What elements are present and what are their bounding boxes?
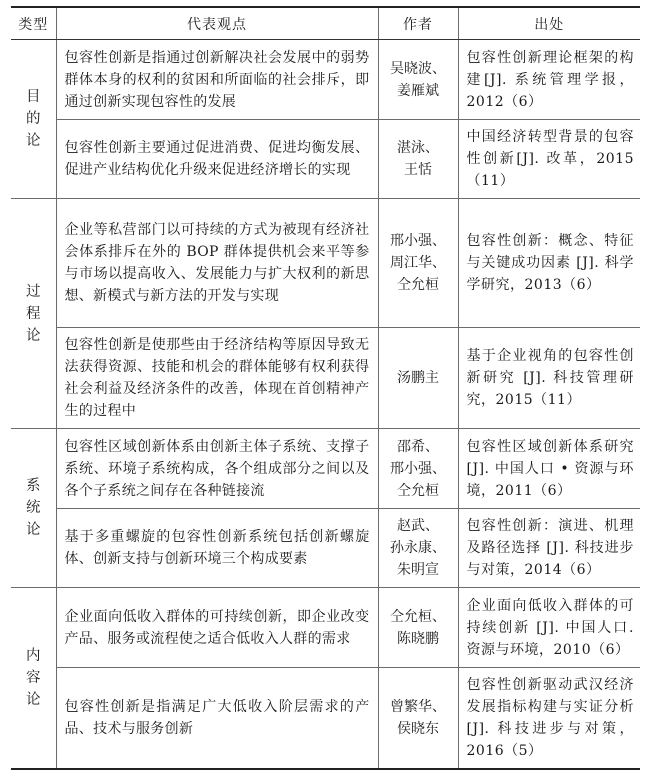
view-cell: 包容性创新是使那些由于经济结构等原因导致无法获得资源、技能和机会的群体能够有权利获得社会利益及经济条件的改善，体现在首创精神产生的过程中 bbox=[56, 328, 378, 429]
type-char: 程 bbox=[26, 305, 41, 322]
type-char: 统 bbox=[26, 500, 41, 516]
table-row bbox=[11, 668, 640, 770]
author-name: 仝允桓 bbox=[397, 277, 439, 293]
author-cell bbox=[378, 429, 458, 509]
type-cell-system bbox=[11, 429, 56, 588]
source-cell: 企业面向低收入群体的可持续创新 [J]. 中国人口. 资源与环境，2010（6） bbox=[458, 588, 640, 668]
author-cell bbox=[378, 40, 458, 120]
innovation-views-table bbox=[11, 6, 640, 770]
author-name: 赵武、 bbox=[397, 518, 439, 534]
type-char: 论 bbox=[26, 522, 41, 538]
header-source: 出处 bbox=[458, 7, 640, 40]
header-view: 代表观点 bbox=[56, 7, 378, 40]
source-cell: 包容性创新：演进、机理及路径选择 [J]. 科技进步与对策，2014（6） bbox=[458, 509, 640, 588]
author-name: 曾繁华、 bbox=[390, 699, 446, 715]
author-name: 吴晓波、 bbox=[390, 60, 446, 77]
source-cell: 中国经济转型背景的包容性创新[J]. 改革，2015（11） bbox=[458, 120, 640, 199]
header-author: 作者 bbox=[378, 7, 458, 40]
author-cell bbox=[378, 668, 458, 770]
type-char: 容 bbox=[26, 670, 41, 686]
author-name: 湛泳、 bbox=[397, 140, 439, 156]
type-char: 的 bbox=[26, 111, 41, 127]
type-char: 论 bbox=[26, 327, 41, 344]
author-name: 邵希、 bbox=[397, 438, 439, 455]
author-name: 姜雁斌 bbox=[397, 82, 439, 99]
header-type: 类型 bbox=[11, 7, 56, 40]
type-cell-process bbox=[11, 199, 56, 429]
type-char: 目 bbox=[26, 89, 41, 105]
author-name: 邢小强、 bbox=[390, 233, 446, 249]
author-name: 周江华、 bbox=[390, 255, 446, 271]
author-name: 邢小强、 bbox=[390, 460, 446, 477]
author-name: 朱明宣 bbox=[397, 562, 439, 578]
table-row bbox=[11, 429, 640, 509]
author-name: 陈晓鹏 bbox=[397, 630, 439, 647]
view-cell: 包容性创新是指满足广大低收入阶层需求的产品、技术与服务创新 bbox=[56, 668, 378, 770]
source-cell: 包容性创新：概念、特征与关键成功因素 [J]. 科学学研究，2013（6） bbox=[458, 199, 640, 328]
type-cell-purpose bbox=[11, 40, 56, 199]
author-name: 侯晓东 bbox=[397, 721, 439, 737]
table-row bbox=[11, 509, 640, 588]
author-name: 王恬 bbox=[404, 162, 432, 178]
author-cell bbox=[378, 120, 458, 199]
author-cell bbox=[378, 588, 458, 668]
author-cell bbox=[378, 509, 458, 588]
author-name: 汤鹏主 bbox=[397, 370, 439, 386]
table-row bbox=[11, 588, 640, 668]
type-cell-content bbox=[11, 588, 56, 770]
type-char: 论 bbox=[26, 133, 41, 149]
view-cell: 包容性创新主要通过促进消费、促进均衡发展、促进产业结构优化升级来促进经济增长的实现 bbox=[56, 120, 378, 199]
source-cell: 基于企业视角的包容性创新研究 [J]. 科技管理研究，2015（11） bbox=[458, 328, 640, 429]
author-name: 仝允桓、 bbox=[390, 608, 446, 625]
type-char: 内 bbox=[26, 648, 41, 664]
source-cell: 包容性创新理论框架的构建[J]. 系统管理学报，2012（6） bbox=[458, 40, 640, 120]
author-cell bbox=[378, 328, 458, 429]
source-cell: 包容性创新驱动武汉经济发展指标构建与实证分析 [J]. 科技进步与对策，2016（5） bbox=[458, 668, 640, 770]
type-char: 论 bbox=[26, 692, 41, 708]
type-char: 系 bbox=[26, 478, 41, 494]
view-cell: 企业等私营部门以可持续的方式为被现有经济社会体系排斥在外的 BOP 群体提供机会来平等参与市场以提高收入、发展能力与扩大权利的新思想、新模式与新方法的开发与实现 bbox=[56, 199, 378, 328]
view-cell: 企业面向低收入群体的可持续创新，即企业改变产品、服务或流程使之适合低收入人群的需求 bbox=[56, 588, 378, 668]
table-row bbox=[11, 199, 640, 328]
table-row bbox=[11, 40, 640, 120]
header-row bbox=[11, 7, 640, 40]
author-name: 孙永康、 bbox=[390, 540, 446, 556]
author-cell bbox=[378, 199, 458, 328]
table-row bbox=[11, 328, 640, 429]
source-cell: 包容性区域创新体系研究 [J]. 中国人口 • 资源与环境，2011（6） bbox=[458, 429, 640, 509]
view-cell: 基于多重螺旋的包容性创新系统包括创新螺旋体、创新支持与创新环境三个构成要素 bbox=[56, 509, 378, 588]
author-name: 仝允桓 bbox=[397, 482, 439, 499]
view-cell: 包容性区域创新体系由创新主体子系统、支撑子系统、环境子系统构成，各个组成部分之间以及各个子系统之间存在各种链接流 bbox=[56, 429, 378, 509]
type-char: 过 bbox=[26, 283, 41, 300]
view-cell: 包容性创新是指通过创新解决社会发展中的弱势群体本身的权利的贫困和所面临的社会排斥，即通过创新实现包容性的发展 bbox=[56, 40, 378, 120]
table-row bbox=[11, 120, 640, 199]
